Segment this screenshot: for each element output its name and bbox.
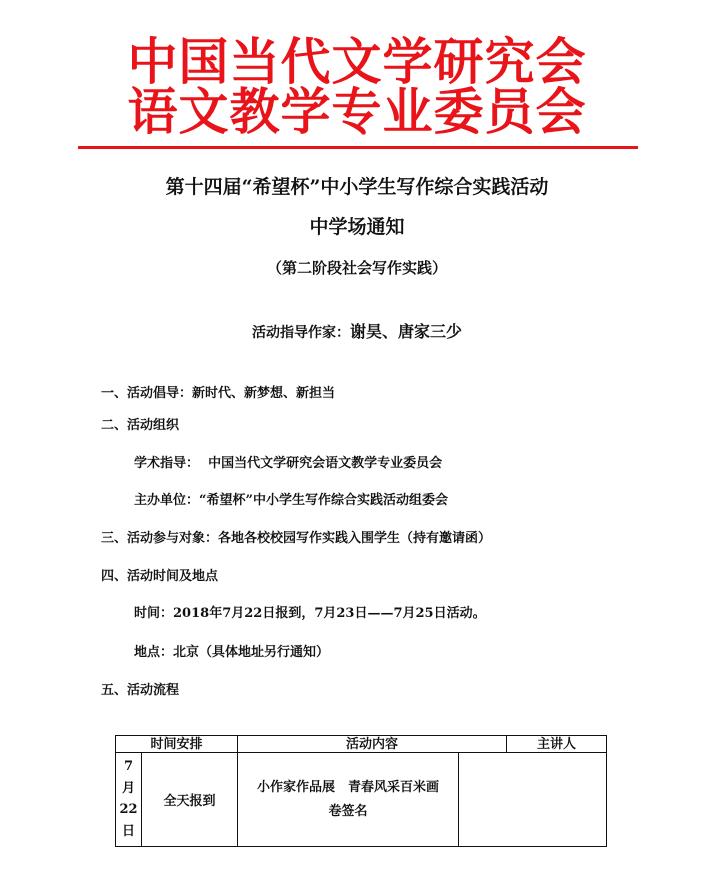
academic-value: 中国当代文学研究会语文教学专业委员会 — [208, 456, 443, 471]
section-5 — [101, 679, 179, 698]
section-4 — [101, 565, 218, 584]
time-label: 时间： — [134, 606, 174, 621]
notice-stage: （第二阶段社会写作实践） — [266, 259, 447, 277]
section-1-value: 新时代、新梦想、新担当 — [192, 386, 336, 401]
section-4-label: 四、活动时间及地点 — [101, 569, 219, 584]
section-1-label: 一、活动倡导： — [101, 386, 193, 401]
table-row-date — [115, 752, 142, 847]
section-1 — [101, 382, 335, 401]
mentor-line — [0, 319, 714, 342]
table-row-content — [237, 752, 459, 847]
date-part: 月 — [121, 780, 135, 796]
org-title-line1: 中国当代文学研究会 — [127, 33, 587, 91]
date-part: 日 — [121, 823, 135, 839]
time-value: 2018年7月22日报到，7月23日——7月25日活动。 — [173, 606, 486, 621]
table-row-speaker — [458, 752, 607, 847]
time-arrangement: 全天报到 — [163, 794, 216, 809]
activity-time — [134, 602, 486, 621]
org-title-line2: 语文教学专业委员会 — [127, 83, 587, 141]
academic-guidance — [134, 452, 442, 471]
date-part: 7 — [123, 759, 134, 774]
table-row-time — [141, 752, 238, 847]
host-unit — [134, 489, 448, 508]
academic-label: 学术指导： — [134, 456, 200, 471]
place-value: 北京（具体地址另行通知） — [173, 645, 330, 660]
table-header-speaker: 主讲人 — [506, 735, 607, 753]
host-label: 主办单位： — [134, 493, 200, 508]
section-3-label: 三、活动参与对象： — [101, 531, 219, 546]
activity-content: 小作家作品展 青春风采百米画卷签名 — [256, 779, 439, 819]
mentor-label: 活动指导作家： — [251, 325, 350, 341]
mentor-names: 谢昊、唐家三少 — [349, 322, 462, 341]
section-5-label: 五、活动流程 — [101, 683, 180, 698]
section-2-label: 二、活动组织 — [101, 418, 180, 433]
notice-title: 第十四届“希望杯”中小学生写作综合实践活动 — [165, 176, 549, 198]
section-2 — [101, 414, 179, 433]
header-divider — [78, 146, 638, 149]
section-3 — [101, 527, 491, 546]
host-value: “希望杯”中小学生写作综合实践活动组委会 — [199, 493, 448, 508]
section-3-value: 各地各校校园写作实践入围学生（持有邀请函） — [218, 531, 492, 546]
date-part: 22 — [119, 802, 138, 818]
place-label: 地点： — [134, 645, 174, 660]
notice-subtitle: 中学场通知 — [309, 216, 405, 238]
activity-place — [134, 641, 329, 660]
table-header-time: 时间安排 — [115, 735, 238, 753]
table-header-content: 活动内容 — [237, 735, 507, 753]
